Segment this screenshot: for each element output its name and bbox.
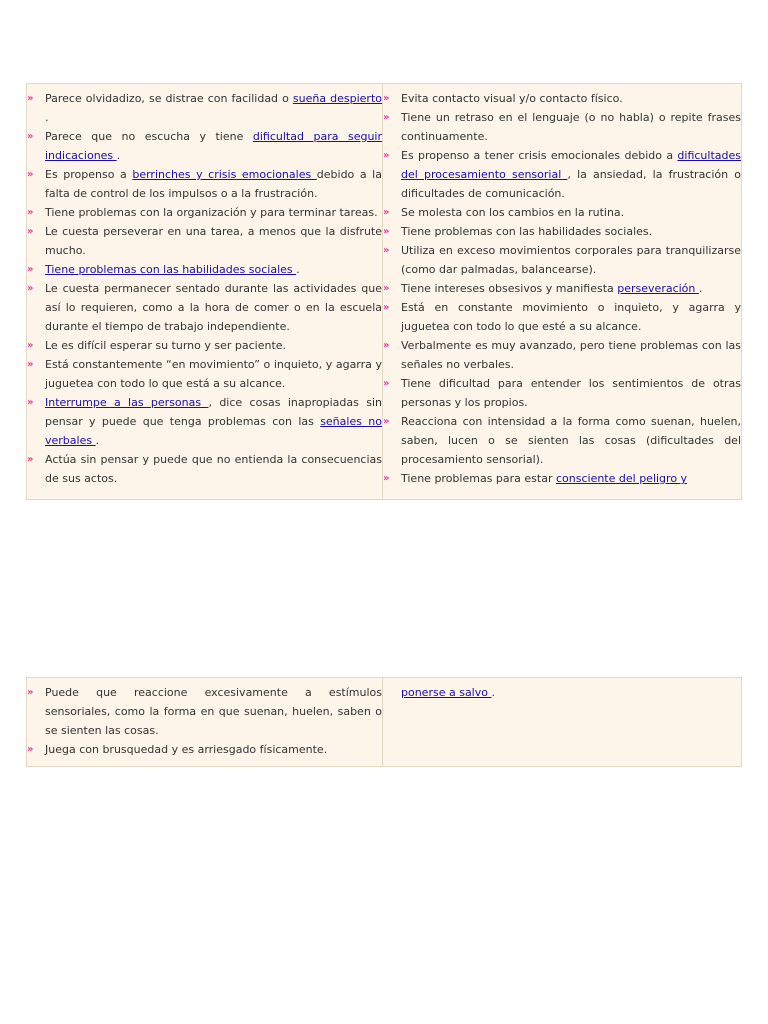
list-item [383,374,741,412]
bullet-icon: » [27,687,34,698]
bullet-icon: » [27,131,34,142]
item-text: , dice cosas inapropiadas sin pensar y puede que tenga problemas con las [45,396,382,428]
bullet-icon: » [383,93,390,104]
list-item [27,336,382,355]
item-text: . [95,434,100,447]
list-item [383,412,741,469]
adhd-symptoms-column [27,84,383,499]
autism-symptom-list-continued [383,678,741,702]
reference-link[interactable]: sueña despierto [292,92,382,105]
bullet-icon: » [383,302,390,313]
list-item [383,241,741,279]
item-text: Está en constante movimiento o inquieto, y agarra y juguetea con todo lo que esté a su alcance. [401,301,741,333]
autism-symptoms-column [383,84,741,499]
item-text: . [45,111,49,124]
list-item [383,146,741,203]
reference-link[interactable]: señales no verbales [45,415,382,447]
reference-link[interactable]: perseveración [617,282,699,295]
item-text: , la ansiedad, la frustración o dificultades de comunicación. [401,168,741,200]
list-item [27,203,382,222]
item-text: Parece olvidadizo, se distrae con facilidad o [45,92,293,105]
list-item [383,108,741,146]
list-item [27,279,382,336]
bullet-icon: » [27,397,34,408]
bullet-icon: » [27,207,34,218]
reference-link[interactable]: consciente del peligro y [555,472,688,485]
item-text: Actúa sin pensar y puede que no entienda la consecuencias de sus actos. [45,453,382,485]
bullet-icon: » [383,226,390,237]
reference-link[interactable]: dificultad para seguir indicaciones [45,130,383,162]
bullet-icon: » [383,340,390,351]
item-text: Parece que no escucha y tiene [45,130,253,143]
bullet-icon: » [383,416,390,427]
autism-symptom-list [383,84,741,488]
bullet-icon: » [383,473,390,484]
autism-symptoms-column-continued [383,678,741,766]
item-text: Le es difícil esperar su turno y ser paciente. [45,339,287,352]
list-item [27,355,382,393]
bullet-icon: » [27,340,34,351]
item-text: Puede que reaccione excesivamente a estímulos sensoriales, como la forma en que suenan, huelen, saben o se sienten las cosas. [45,686,382,737]
item-text: Le cuesta perseverar en una tarea, a menos que la disfrute mucho. [45,225,382,257]
item-text: Utiliza en exceso movimientos corporales para tranquilizarse (como dar palmadas, balancearse). [401,244,741,276]
item-text: Le cuesta permanecer sentado durante las actividades que así lo requieren, como a la hora de comer o en la escuela durante el tiempo de trabajo independiente. [45,282,382,333]
list-item [383,203,741,222]
item-text: Tiene problemas con la organización y para terminar tareas. [45,206,378,219]
bullet-icon: » [27,169,34,180]
list-item [383,89,741,108]
item-text: . [296,263,300,276]
item-text: . [698,282,703,295]
list-item [27,450,382,488]
list-item [27,740,382,759]
bullet-icon: » [383,207,390,218]
item-text: Tiene problemas para estar [401,472,556,485]
bullet-icon: » [383,283,390,294]
reference-link[interactable]: ponerse a salvo [401,686,492,699]
list-item [27,89,382,127]
symptom-comparison-table [26,83,742,500]
reference-link[interactable]: berrinches y crisis emocionales [132,168,317,181]
list-item [27,165,382,203]
item-text: Es propenso a [45,168,133,181]
item-text: . [491,686,495,699]
list-item [383,469,741,488]
item-text: Tiene un retraso en el lenguaje (o no habla) o repite frases continuamente. [401,111,741,143]
symptom-comparison-table-continued [26,677,742,767]
bullet-icon: » [27,744,34,755]
bullet-icon: » [27,226,34,237]
list-item [383,279,741,298]
item-text: debido a la falta de control de los impulsos o a la frustración. [45,168,382,200]
bullet-icon: » [383,112,390,123]
bullet-icon: » [383,245,390,256]
item-text: . [116,149,121,162]
adhd-symptoms-column-continued [27,678,383,766]
list-item [383,298,741,336]
item-text: Tiene intereses obsesivos y manifiesta [401,282,618,295]
bullet-icon: » [383,150,390,161]
bullet-icon: » [27,359,34,370]
item-text: Juega con brusquedad y es arriesgado físicamente. [45,743,328,756]
reference-link[interactable]: Interrumpe a las personas [45,396,209,409]
list-item [383,683,741,702]
adhd-symptom-list [27,84,382,488]
list-item [383,336,741,374]
item-text: Evita contacto visual y/o contacto físico. [401,92,623,105]
item-text: Tiene problemas con las habilidades sociales. [401,225,653,238]
list-item [27,222,382,260]
list-item [383,222,741,241]
list-item [27,260,382,279]
item-text: Está constantemente “en movimiento” o inquieto, y agarra y juguetea con todo lo que está a su alcance. [45,358,382,390]
list-item [27,127,382,165]
adhd-symptom-list-continued [27,678,382,759]
bullet-icon: » [383,378,390,389]
reference-link[interactable]: Tiene problemas con las habilidades sociales [45,263,297,276]
bullet-icon: » [27,264,34,275]
list-item [27,683,382,740]
list-item [27,393,382,450]
item-text: Reacciona con intensidad a la forma como suenan, huelen, saben, lucen o se sienten las cosas (dificultades del procesamiento sensorial). [401,415,741,466]
item-text: Verbalmente es muy avanzado, pero tiene problemas con las señales no verbales. [401,339,741,371]
reference-link[interactable]: dificultades del procesamiento sensorial [401,149,741,181]
bullet-icon: » [27,93,34,104]
item-text: Se molesta con los cambios en la rutina. [401,206,625,219]
item-text: Es propenso a tener crisis emocionales debido a [401,149,678,162]
item-text: Tiene dificultad para entender los sentimientos de otras personas y los propios. [401,377,741,409]
bullet-icon: » [27,454,34,465]
bullet-icon: » [27,283,34,294]
